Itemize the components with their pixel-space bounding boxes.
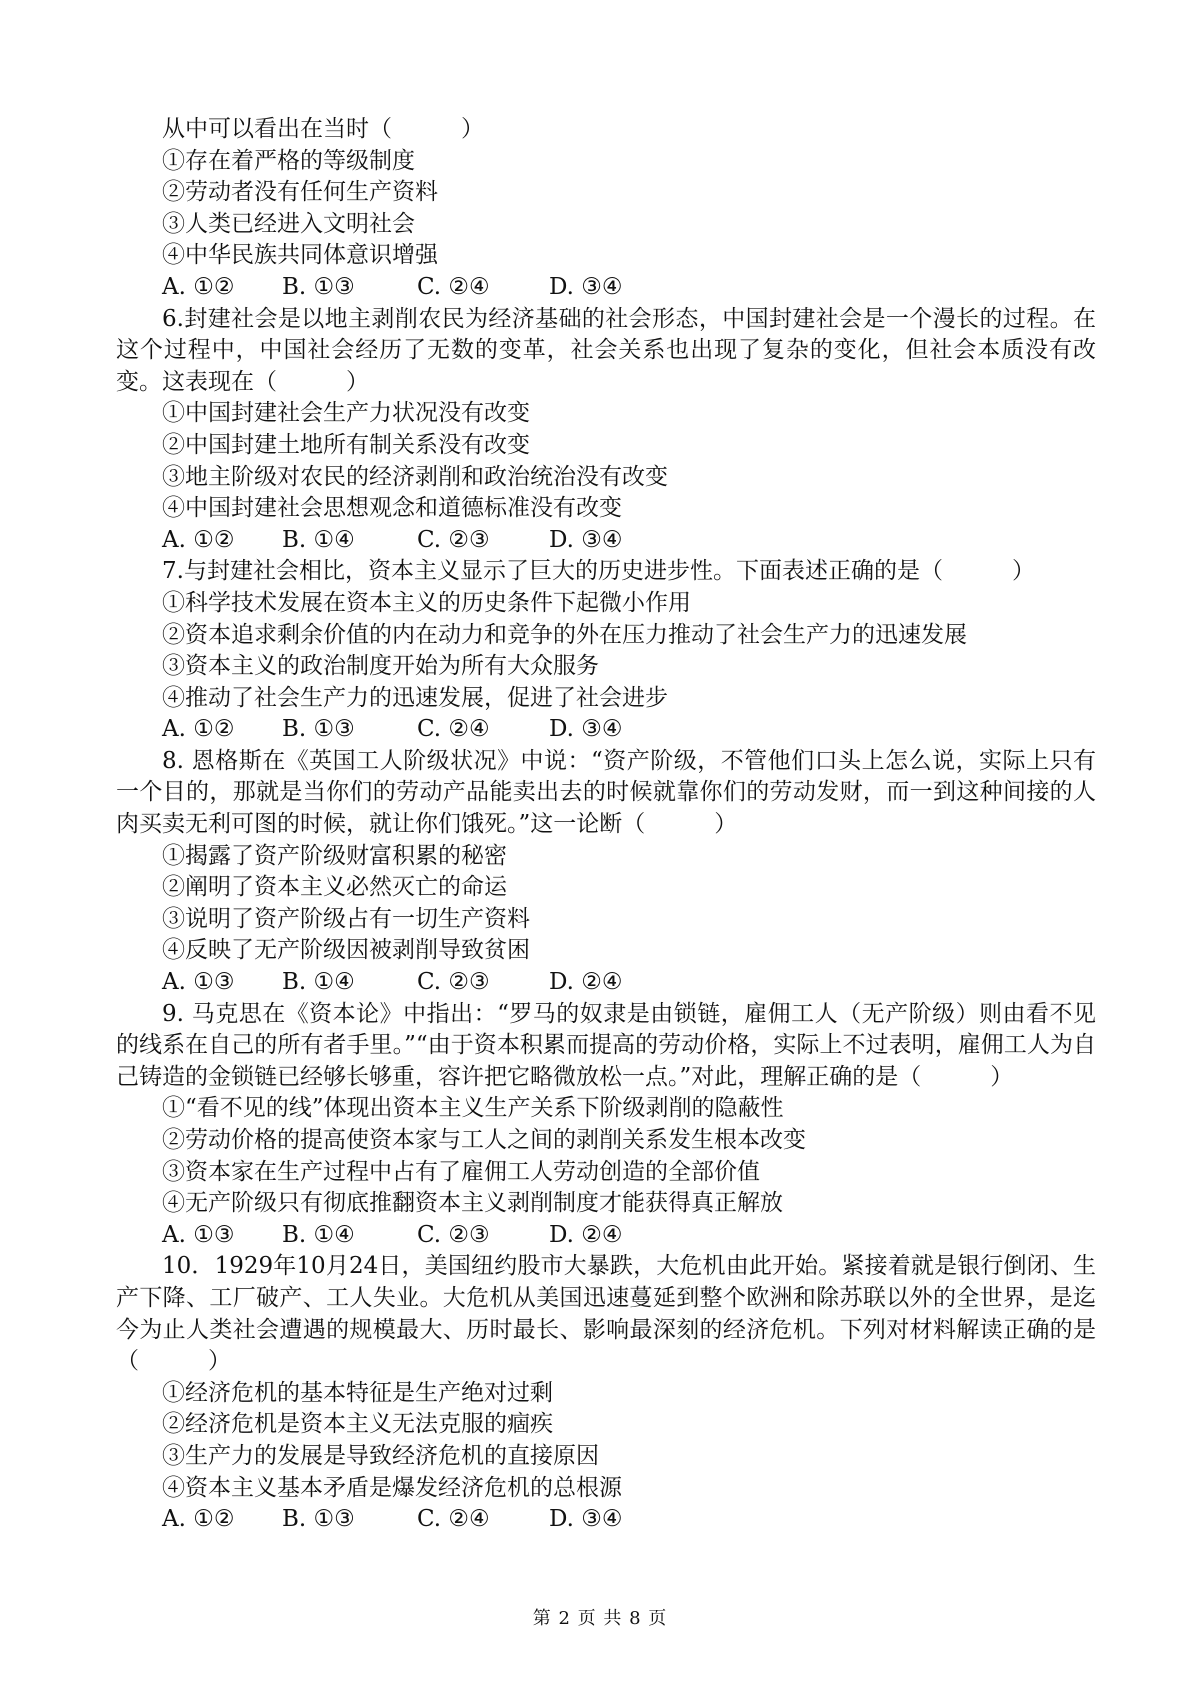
option-line: ④推动了社会生产力的迅速发展，促进了社会进步 [162,684,668,711]
answer-a: A. ①② [162,526,235,553]
answer-choices [116,272,1096,304]
answer-c: C. ②③ [417,969,490,996]
answer-d: D. ③④ [549,716,623,743]
option-line: ③资本主义的政治制度开始为所有大众服务 [162,653,599,680]
answer-c: C. ②③ [417,526,490,553]
answer-choices [116,1504,1096,1536]
option-line: ④反映了无产阶级因被剥削导致贫困 [162,937,530,964]
option-line: ②阐明了资本主义必然灭亡的命运 [162,874,507,901]
question-7-stem: 7.与封建社会相比，资本主义显示了巨大的历史进步性。下面表述正确的是（ ） [162,558,1035,585]
option-line: ②劳动价格的提高使资本家与工人之间的剥削关系发生根本改变 [162,1127,806,1153]
option-line: ①“看不见的线”体现出资本主义生产关系下阶级剥削的隐蔽性 [162,1095,784,1122]
answer-choices [116,1220,1096,1252]
option-line: ②中国封建土地所有制关系没有改变 [162,431,530,458]
option-line: ③生产力的发展是导致经济危机的直接原因 [162,1442,599,1469]
option-line: ①中国封建社会生产力状况没有改变 [162,400,530,427]
page-footer: 第 2 页 共 8 页 [532,1608,668,1629]
question-stem-tail: 从中可以看出在当时（ ） [162,116,484,142]
option-line: ③资本家在生产过程中占有了雇佣工人劳动创造的全部价值 [162,1158,760,1185]
option-line: ③地主阶级对农民的经济剥削和政治统治没有改变 [162,463,668,490]
option-line: ①科学技术发展在资本主义的历史条件下起微小作用 [162,589,691,616]
answer-d: D. ②④ [549,969,623,996]
question-8-stem: 8. 恩格斯在《英国工人阶级状况》中说：“资产阶级，不管他们口头上怎么说，实际上只有一个目的，那就是当你们的劳动产品能卖出去的时候就靠你们的劳动发财，而一到这种间接的人肉买卖无利可图的时候，就让你们饿死。”这一论断（ ） [116,747,1096,838]
option-line: ②经济危机是资本主义无法克服的痼疾 [162,1411,553,1438]
answer-a: A. ①② [162,716,235,743]
option-line: ①揭露了资产阶级财富积累的秘密 [162,842,507,869]
question-content [116,114,1096,1536]
answer-choices [116,967,1096,999]
option-line: ①存在着严格的等级制度 [162,147,415,174]
answer-c: C. ②④ [417,1506,490,1533]
question-9-stem: 9. 马克思在《资本论》中指出：“罗马的奴隶是由锁链，雇佣工人（无产阶级）则由看不见的线系在自己的所有者手里。”“由于资本积累而提高的劳动价格，实际上不过表明，雇佣工人为自己铸造的金锁链已经够长够重，容许把它略微放松一点。”对此，理解正确的是（ ） [116,1000,1096,1090]
answer-b: B. ①③ [282,1506,355,1533]
question-10-stem: 10．1929年10月24日，美国纽约股市大暴跌，大危机由此开始。紧接着就是银行倒闭、生产下降、工厂破产、工人失业。大危机从美国迅速蔓延到整个欧洲和除苏联以外的全世界，是迄今为止人类社会遭遇的规模最大、历时最长、影响最深刻的经济危机。下列对材料解读正确的是（ ） [116,1253,1096,1375]
answer-c: C. ②③ [417,1221,490,1248]
answer-b: B. ①③ [282,716,355,743]
option-line: ③说明了资产阶级占有一切生产资料 [162,905,530,932]
option-line: ④无产阶级只有彻底推翻资本主义剥削制度才能获得真正解放 [162,1190,783,1217]
answer-choices [116,525,1096,557]
option-line: ④中华民族共同体意识增强 [162,242,438,269]
option-line: ③人类已经进入文明社会 [162,210,415,237]
answer-c: C. ②④ [417,273,490,300]
option-line: ①经济危机的基本特征是生产绝对过剩 [162,1379,553,1406]
answer-b: B. ①④ [282,526,355,553]
answer-d: D. ③④ [549,1506,623,1533]
option-line: ④中国封建社会思想观念和道德标准没有改变 [162,495,622,522]
answer-a: A. ①③ [162,969,235,996]
option-line: ②资本追求剩余价值的内在动力和竞争的外在压力推动了社会生产力的迅速发展 [162,621,967,648]
answer-c: C. ②④ [417,716,490,743]
answer-b: B. ①③ [282,273,355,300]
answer-d: D. ③④ [549,526,623,553]
option-line: ④资本主义基本矛盾是爆发经济危机的总根源 [162,1474,622,1501]
answer-a: A. ①③ [162,1221,235,1248]
answer-a: A. ①② [162,273,235,300]
answer-b: B. ①④ [282,1221,355,1248]
option-line: ②劳动者没有任何生产资料 [162,179,438,206]
answer-d: D. ③④ [549,273,623,300]
answer-choices [116,714,1096,746]
answer-b: B. ①④ [282,969,355,996]
answer-d: D. ②④ [549,1221,623,1248]
answer-a: A. ①② [162,1506,235,1533]
question-6-stem: 6.封建社会是以地主剥削农民为经济基础的社会形态，中国封建社会是一个漫长的过程。在这个过程中，中国社会经历了无数的变革，社会关系也出现了复杂的变化，但社会本质没有改变。这表现在（ ） [116,305,1096,395]
